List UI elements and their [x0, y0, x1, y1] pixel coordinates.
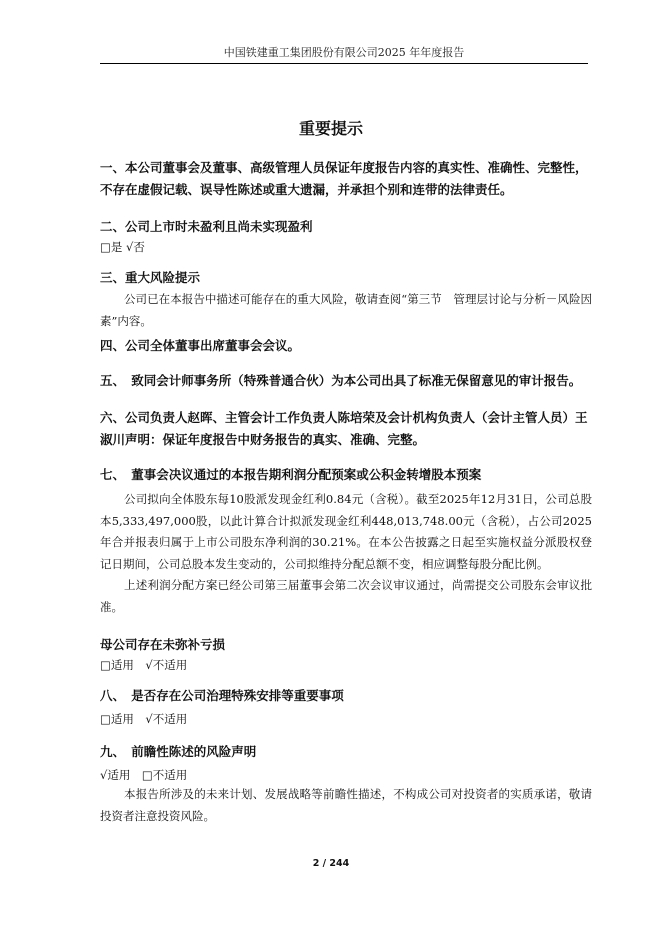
section-3-body: 公司已在本报告中描述可能存在的重大风险，敬请查阅“第三节 管理层讨论与分析－风险因素”内容。 [100, 292, 592, 328]
section-9-options: √适用 □不适用 [100, 768, 188, 782]
section-2 [100, 216, 592, 256]
section-8-heading: 八、 是否存在公司治理特殊安排等重要事项 [100, 688, 344, 703]
parent-loss-options: □适用 √不适用 [100, 658, 188, 672]
running-header: 中国铁建重工集团股份有限公司2025 年年度报告 [223, 46, 465, 59]
page-title: 重要提示 [298, 119, 363, 138]
section-9-body: 本报告所涉及的未来计划、发展战略等前瞻性描述，不构成公司对投资者的实质承诺，敬请投资者注意投资风险。 [100, 787, 592, 823]
section-5 [100, 370, 592, 392]
section-8 [100, 685, 592, 728]
section-6-heading: 六、公司负责人赵晖、主管会计工作负责人陈培荣及会计机构负责人（会计主管人员）王淑川声明：保证年度报告中财务报告的真实、准确、完整。 [100, 410, 588, 447]
section-9 [100, 741, 592, 827]
section-3 [100, 267, 592, 332]
section-8-options: □适用 √不适用 [100, 712, 188, 726]
section-1 [100, 157, 592, 201]
section-3-heading: 三、重大风险提示 [100, 270, 201, 285]
parent-loss-heading: 母公司存在未弥补亏损 [100, 637, 226, 652]
section-7-body-1: 公司拟向全体股东每10股派发现金红利0.84元（含税）。截至2025年12月31日，公司总股本5,333,497,000股，以此计算合计拟派发现金红利448,013,748.00元（含税），占公司2025年合并报表归属于上市公司股东净利润的30.21%。在本公告披露之日起至实施权益分派股权登记日期间，公司总股本发生变动的，公司拟维持分配总额不变，相应调整每股分配比例。 [100, 492, 592, 571]
parent-loss-section [100, 634, 592, 674]
section-7-body-2: 上述利润分配方案已经公司第三届董事会第二次会议审议通过，尚需提交公司股东会审议批准。 [100, 578, 592, 614]
section-5-heading: 五、 致同会计师事务所（特殊普通合伙）为本公司出具了标准无保留意见的审计报告。 [100, 373, 582, 388]
section-4 [100, 335, 592, 357]
section-7 [100, 464, 592, 618]
section-4-heading: 四、公司全体董事出席董事会会议。 [100, 338, 301, 353]
section-9-heading: 九、 前瞻性陈述的风险声明 [100, 744, 257, 759]
header-rule [100, 63, 588, 64]
page-number: 2 / 244 [312, 858, 350, 869]
section-7-heading: 七、 董事会决议通过的本报告期利润分配预案或公积金转增股本预案 [100, 467, 482, 482]
section-1-heading: 一、本公司董事会及董事、高级管理人员保证年度报告内容的真实性、准确性、完整性，不存在虚假记载、误导性陈述或重大遗漏，并承担个别和连带的法律责任。 [100, 160, 588, 197]
section-6 [100, 407, 592, 451]
section-2-options: □是 √否 [100, 240, 145, 254]
section-2-heading: 二、公司上市时未盈利且尚未实现盈利 [100, 219, 313, 234]
